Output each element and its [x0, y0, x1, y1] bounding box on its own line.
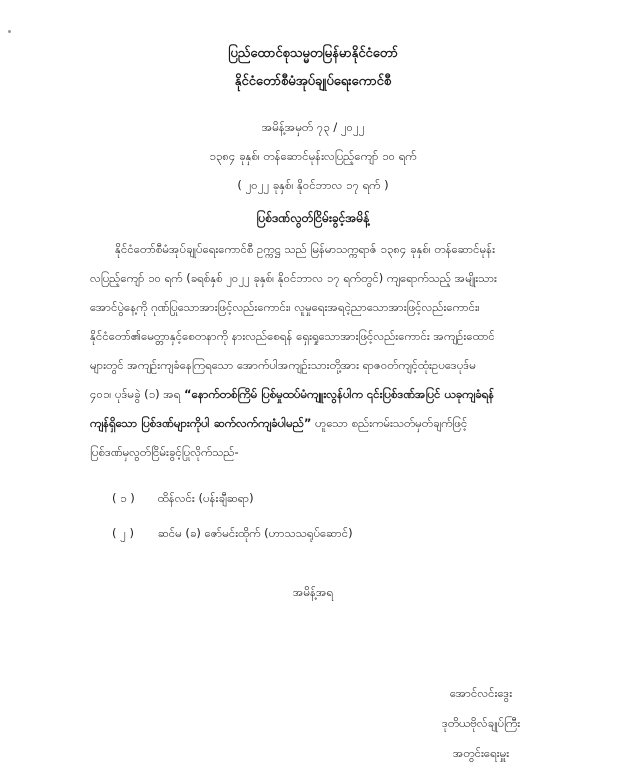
- signatory-position: အတွင်းရေးမှူး: [452, 746, 510, 760]
- signatory-name: အောင်လင်းဒွေး: [449, 686, 513, 700]
- myanmar-date: ၁၃၈၄ ခုနှစ်၊ တန်ဆောင်မုန်းလပြည့်ကျော် ၁၀ ရက်: [209, 149, 417, 163]
- signoff: အမိန့်အရ: [292, 585, 334, 599]
- body-line: နိုင်ငံတော်စီမံအုပ်ချုပ်ရေးကောင်စီ ဥက္ကဋ္ဌ သည် မြန်မာသက္ကရာဇ် ၁၃၈၄ ခုနှစ်၊ တန်ဆောင်မုန်း: [115, 242, 495, 256]
- council-title: နိုင်ငံတော်စီမံအုပ်ချုပ်ရေးကောင်စီ: [234, 74, 392, 89]
- body-line: လပြည့်ကျော် ၁၀ ရက် (ခရစ်နှစ် ၂၀၂၂ ခုနှစ်၊ နိုဝင်ဘာလ ၁၇ ရက်တွင်) ကျရောက်သည့် အမျိုးသား: [90, 271, 497, 285]
- body-line-with-quote: [90, 416, 467, 433]
- body-line: များတွင် အကျဉ်းကျခံနေကြရသော အောက်ပါအကျဉ်းသားတို့အား ရာဇဝတ်ကျင့်ထုံးဥပဒေပုဒ်မ: [90, 358, 476, 372]
- item-person: ထိန်လင်း (ပန်းချီဆရာ): [157, 491, 254, 505]
- conditional-quote-end: ကျန်ရှိသော ပြစ်ဒဏ်များကိုပါ ဆက်လက်ကျခံပါမည်: [90, 416, 304, 430]
- body-line: ပြစ်ဒဏ်မှလွတ်ငြိမ်းခွင့်ပြုလိုက်သည်-: [90, 445, 239, 459]
- government-title: ပြည်ထောင်စုသမ္မတမြန်မာနိုင်ငံတော်: [228, 46, 398, 61]
- quote-close: ”: [303, 416, 312, 430]
- signatory-rank: ဒုတိယဗိုလ်ချုပ်ကြီး: [441, 716, 521, 730]
- body-line: နိုင်ငံတော်၏မေတ္တာနှင့်စေတနာကို နားလည်စေရန် ရှေးရှုသောအားဖြင့်လည်းကောင်း အကျဉ်းထောင်: [90, 329, 495, 343]
- item-number: ( ၂ ): [112, 526, 134, 540]
- item-person: ဆင်မ (ခ) ဇော်မင်းထိုက် (ဟာသသရုပ်ဆောင်): [157, 526, 353, 540]
- pardon-item: [112, 491, 254, 508]
- body-line-with-quote: [90, 387, 494, 404]
- item-number: ( ၁ ): [112, 491, 135, 505]
- order-subject: ပြစ်ဒဏ်လွတ်ငြိမ်းခွင့်အမိန့်: [256, 211, 370, 225]
- gregorian-date: ( ၂၀၂၂ ခုနှစ်၊ နိုဝင်ဘာလ ၁၇ ရက် ): [237, 178, 389, 192]
- body-line: ၄၀၁၊ ပုဒ်မခွဲ (၁) အရ: [90, 387, 181, 401]
- quote-tail: ဟူသော စည်းကမ်းသတ်မှတ်ချက်ဖြင့်: [311, 416, 468, 430]
- conditional-quote: “နောက်တစ်ကြိမ် ပြစ်မှုထပ်မံကျူးလွန်ပါက ၎င်းပြစ်ဒဏ်အပြင် ယခုကျခံရန်: [184, 387, 495, 401]
- pardon-item: [112, 526, 353, 543]
- scan-speck: [8, 30, 11, 33]
- body-line: အောင်ပွဲနေ့ကို ဂုဏ်ပြုသောအားဖြင့်လည်းကောင်း၊ လူမှုရေးအရငဲ့ညာသောအားဖြင့်လည်းကောင်း၊: [90, 300, 480, 314]
- order-number: အမိန့်အမှတ် ၇၃ / ၂၀၂၂: [261, 120, 365, 134]
